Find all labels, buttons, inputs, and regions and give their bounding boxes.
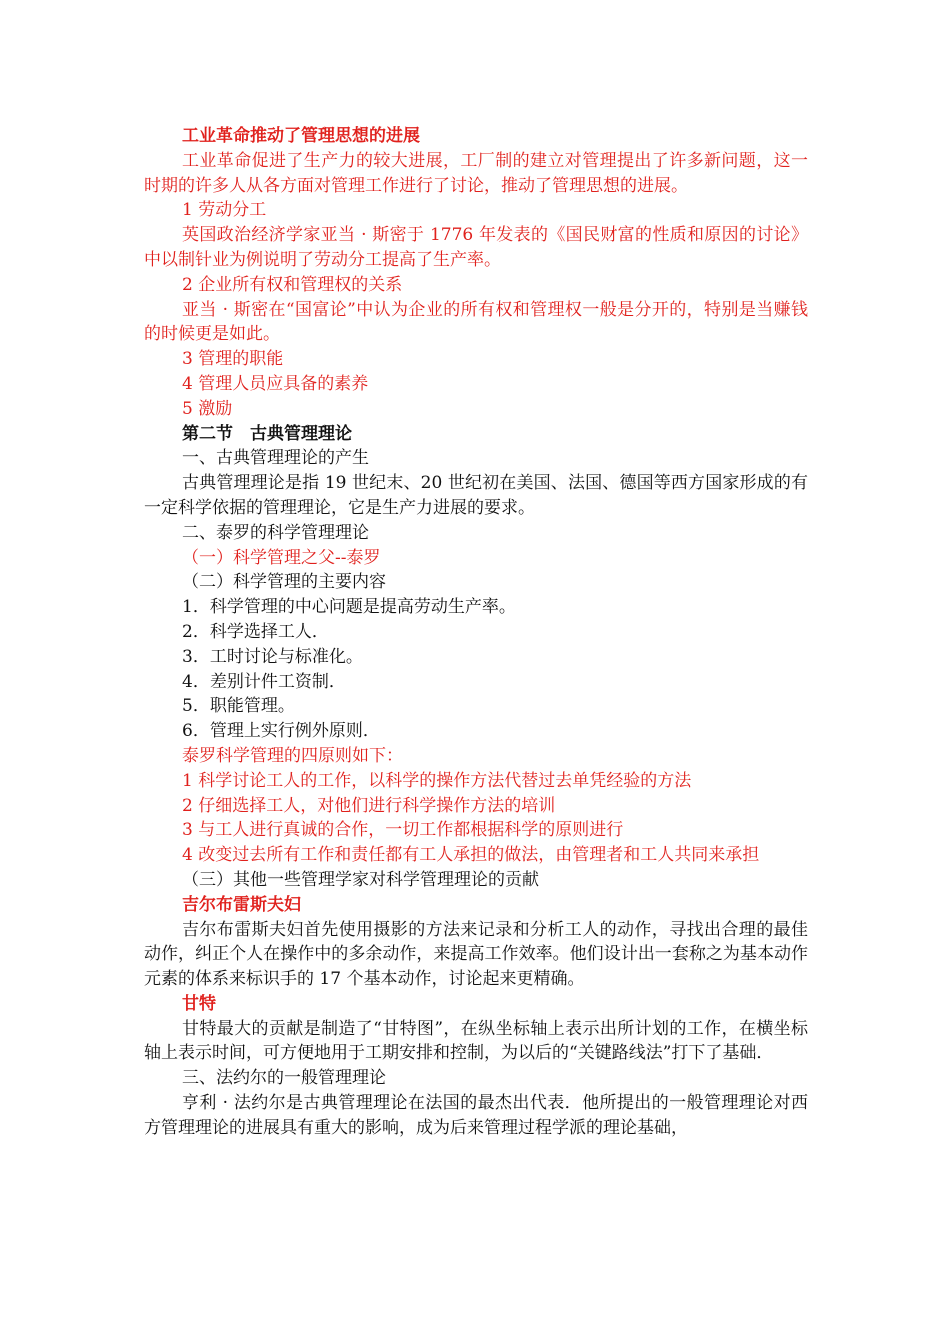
subheading-origin: 一、古典管理理论的产生 [182,448,369,469]
item-manager-qualities: 4 管理人员应具备的素养 [182,373,369,394]
item-motivation: 5 激励 [182,398,233,419]
paragraph-wealth-of-nations: 亚当 · 斯密在“国富论”中认为企业的所有权和管理权一般是分开的，特别是当赚钱的时候更是如此。 [144,299,808,345]
subheading-taylor: 二、泰罗的科学管理理论 [182,522,369,543]
item-ownership-management: 2 企业所有权和管理权的关系 [182,274,403,295]
subheading-fayol: 三、法约尔的一般管理理论 [182,1068,386,1089]
paragraph-gantt: 甘特最大的贡献是制造了“甘特图”，在纵坐标轴上表示出所计划的工作，在横坐标轴上表示时间，可方便地用于工期安排和控制，为以后的“关键路线法”打下了基础． [144,1018,808,1064]
document-body [144,124,808,1141]
list-item-5: 5．职能管理。 [182,696,295,717]
list-item-2: 2．科学选择工人． [182,621,329,642]
section-heading-classical-theory: 第二节 古典管理理论 [182,423,352,444]
list-item-4: 4．差别计件工资制． [182,671,346,692]
subheading-other-contributors: （三）其他一些管理学家对科学管理理论的贡献 [182,869,539,890]
heading-four-principles: 泰罗科学管理的四原则如下： [182,745,403,766]
item-division-of-labor: 1 劳动分工 [182,200,267,221]
principle-1: 1 科学讨论工人的工作，以科学的操作方法代替过去单凭经验的方法 [182,770,692,791]
item-management-functions: 3 管理的职能 [182,349,284,370]
list-item-1: 1．科学管理的中心问题是提高劳动生产率。 [182,597,516,618]
subheading-father-of-scientific-management: （一）科学管理之父--泰罗 [182,547,381,568]
heading-industrial-revolution: 工业革命推动了管理思想的进展 [182,126,420,146]
list-item-6: 6．管理上实行例外原则． [182,721,380,742]
heading-gantt: 甘特 [182,993,216,1014]
principle-3: 3 与工人进行真诚的合作，一切工作都根据科学的原则进行 [182,820,624,841]
paragraph-fayol: 亨利 · 法约尔是古典管理理论在法国的最杰出代表．他所提出的一般管理理论对西方管理理论的进展具有重大的影响，成为后来管理过程学派的理论基础， [144,1093,808,1138]
principle-2: 2 仔细选择工人，对他们进行科学操作方法的培训 [182,795,556,816]
principle-4: 4 改变过去所有工作和责任都有工人承担的做法，由管理者和工人共同来承担 [182,845,760,866]
heading-gilbreths: 吉尔布雷斯夫妇 [182,894,301,915]
subheading-main-content: （二）科学管理的主要内容 [182,572,386,593]
paragraph-origin: 古典管理理论是指 19 世纪末、20 世纪初在美国、法国、德国等西方国家形成的有一定科学依据的管理理论，它是生产力进展的要求。 [144,473,808,518]
paragraph-adam-smith: 英国政治经济学家亚当 · 斯密于 1776 年发表的《国民财富的性质和原因的讨论》中以制针业为例说明了劳动分工提高了生产率。 [144,225,808,270]
list-item-3: 3．工时讨论与标准化。 [182,646,363,667]
paragraph-industrial-revolution: 工业革命促进了生产力的较大进展，工厂制的建立对管理提出了许多新问题，这一时期的许多人从各方面对管理工作进行了讨论，推动了管理思想的进展。 [144,150,808,196]
paragraph-gilbreths: 吉尔布雷斯夫妇首先使用摄影的方法来记录和分析工人的动作，寻找出合理的最佳动作，纠正个人在操作中的多余动作，来提高工作效率。他们设计出一套称之为基本动作元素的体系来标识手的 17 个基本动作，讨论起来更精确。 [144,919,808,990]
